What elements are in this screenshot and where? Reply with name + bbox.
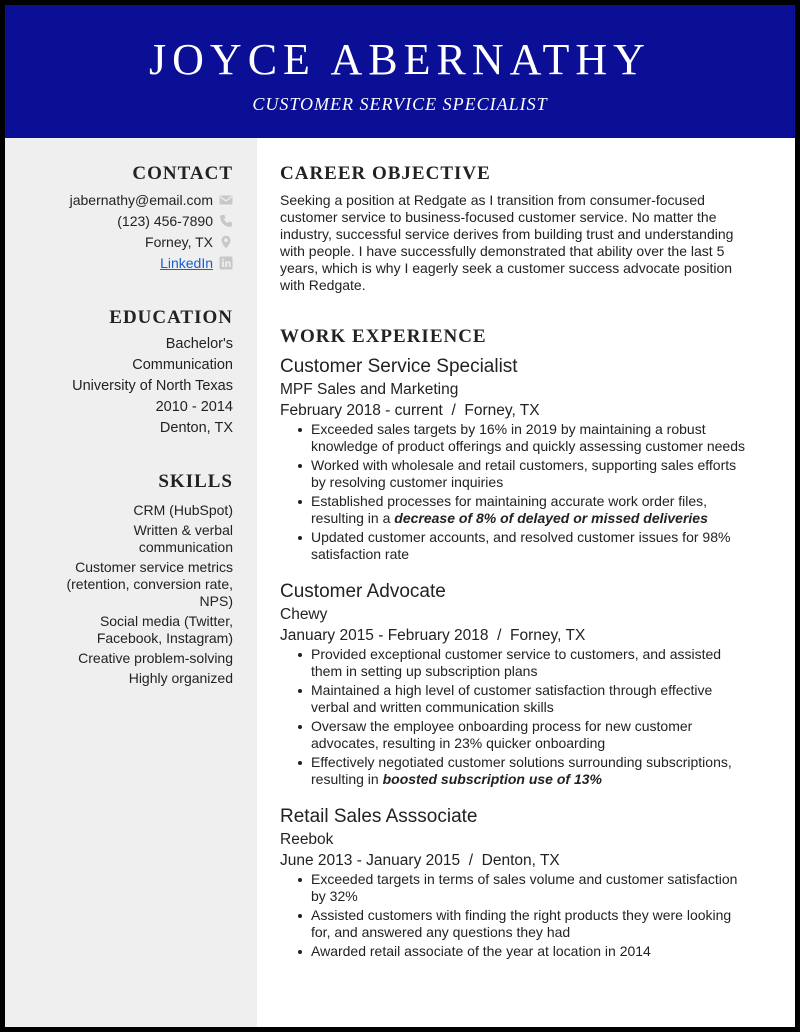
skill-item: CRM (HubSpot) (133, 502, 233, 518)
job-entry (280, 580, 750, 788)
email-text: jabernathy@email.com (69, 192, 213, 208)
envelope-icon (219, 193, 233, 207)
job-dates: January 2015 - February 2018 / Forney, TX (280, 627, 586, 644)
skill-item: Creative problem-solving (78, 650, 233, 666)
contact-location (5, 232, 233, 253)
job-title: Retail Sales Asssociate (280, 806, 478, 827)
phone-text: (123) 456-7890 (117, 213, 213, 229)
linkedin-icon (219, 256, 233, 270)
bullet-item: Established processes for maintaining accurate work order files, resulting in a decrease of 8% of delayed or missed deliveries (280, 493, 750, 527)
education-section (5, 306, 233, 439)
skill-item: Social media (Twitter, Facebook, Instagram) (96, 613, 233, 646)
job-dates: February 2018 - current / Forney, TX (280, 402, 540, 419)
job-dates: June 2013 - January 2015 / Denton, TX (280, 852, 560, 869)
contact-heading: CONTACT (132, 163, 233, 184)
linkedin-link[interactable]: LinkedIn (160, 255, 213, 271)
company: Chewy (280, 606, 328, 623)
education-dates: 2010 - 2014 (155, 399, 233, 415)
education-location: Denton, TX (159, 420, 233, 436)
objective-section (280, 162, 750, 294)
job-bullets (280, 421, 750, 563)
highlight-text: decrease of 8% of delayed or missed deliveries (394, 510, 708, 526)
bullet-item: Oversaw the employee onboarding process for new customer advocates, resulting in 23% quicker onboarding (280, 718, 750, 752)
skill-item: Customer service metrics (retention, conversion rate, NPS) (66, 559, 233, 609)
candidate-title: CUSTOMER SERVICE SPECIALIST (252, 94, 548, 114)
objective-text: Seeking a position at Redgate as I transition from consumer-focused customer service to business-focused customer service. No matter the industry, successful service derives from building trust and understanding with people. I have successfully demonstrated that ability over the last 5 years, which is why I eagerly seek a customer success advocate position with Redgate. (280, 192, 734, 293)
job-bullets (280, 871, 750, 960)
header-banner (5, 5, 795, 138)
resume-page (5, 5, 795, 1027)
school: University of North Texas (72, 378, 233, 394)
phone-icon (219, 214, 233, 228)
bullet-item: Awarded retail associate of the year at location in 2014 (280, 943, 750, 960)
contact-email[interactable] (5, 190, 233, 211)
contact-linkedin[interactable] (5, 253, 233, 274)
job-entry (280, 355, 750, 563)
contact-section (5, 162, 233, 274)
bullet-item: Exceeded targets in terms of sales volume and customer satisfaction by 32% (280, 871, 750, 905)
experience-heading: WORK EXPERIENCE (280, 326, 487, 347)
job-entry (280, 805, 750, 960)
company: Reebok (280, 831, 334, 848)
experience-section (280, 325, 750, 962)
skill-item: Highly organized (128, 670, 233, 686)
skills-heading: SKILLS (158, 471, 233, 492)
bullet-item: Provided exceptional customer service to customers, and assisted them in setting up subscription plans (280, 646, 750, 680)
job-title: Customer Advocate (280, 581, 446, 602)
candidate-name: JOYCE ABERNATHY (149, 35, 651, 84)
major: Communication (132, 357, 233, 373)
bullet-item: Effectively negotiated customer solutions surrounding subscriptions, resulting in boosted subscription use of 13% (280, 754, 750, 788)
education-heading: EDUCATION (109, 307, 233, 328)
skills-section (5, 470, 233, 690)
bullet-item: Worked with wholesale and retail customers, supporting sales efforts by resolving customer inquiries (280, 457, 750, 491)
bullet-item: Assisted customers with finding the right products they were looking for, and answered any questions they had (280, 907, 750, 941)
map-pin-icon (219, 235, 233, 249)
objective-heading: CAREER OBJECTIVE (280, 163, 491, 184)
contact-phone[interactable] (5, 211, 233, 232)
job-bullets (280, 646, 750, 788)
job-title: Customer Service Specialist (280, 356, 518, 377)
bullet-item: Updated customer accounts, and resolved customer issues for 98% satisfaction rate (280, 529, 750, 563)
bullet-item: Exceeded sales targets by 16% in 2019 by maintaining a robust knowledge of product offerings and quickly assessing customer needs (280, 421, 750, 455)
degree: Bachelor's (165, 336, 233, 352)
skill-item: Written & verbal communication (133, 522, 233, 555)
highlight-text: boosted subscription use of 13% (382, 771, 602, 787)
company: MPF Sales and Marketing (280, 381, 459, 398)
bullet-item: Maintained a high level of customer satisfaction through effective verbal and written communication skills (280, 682, 750, 716)
location-text: Forney, TX (145, 234, 213, 250)
sidebar (5, 138, 257, 1027)
